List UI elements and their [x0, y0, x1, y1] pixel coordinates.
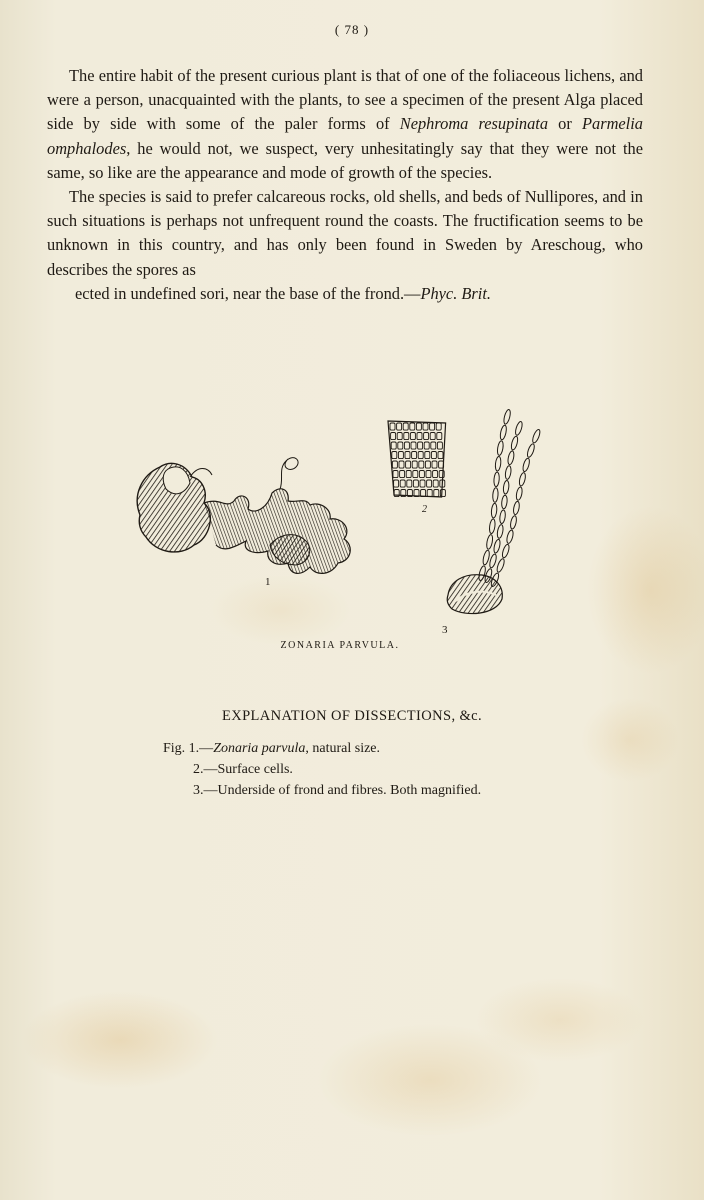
- fibre-cell: [509, 515, 517, 529]
- fibre-cell: [491, 503, 498, 518]
- explanation-item-1: [163, 738, 583, 759]
- surface-cell: [390, 423, 395, 430]
- surface-cell: [393, 471, 398, 478]
- surface-cell: [425, 461, 430, 468]
- fibre-cell: [507, 450, 515, 465]
- fibre-cell: [493, 472, 499, 487]
- explanation-segment: Surface cells.: [217, 762, 293, 777]
- surface-cell: [391, 442, 396, 449]
- surface-cell: [431, 452, 436, 459]
- surface-cell: [426, 471, 431, 478]
- fibre-cell: [482, 550, 491, 566]
- explanation-list: [163, 738, 583, 801]
- explanation-item-3: [163, 780, 583, 801]
- surface-cell: [438, 452, 443, 459]
- fibre-cell: [497, 440, 505, 455]
- explanation-segment: , natural size.: [305, 741, 381, 756]
- explanation-heading: EXPLANATION OF DISSECTIONS, &c.: [221, 708, 483, 724]
- figure-3-frond-fibres: [442, 409, 541, 636]
- fibre-cell: [489, 553, 498, 568]
- zonaria-illustration-svg: [130, 405, 560, 645]
- figure-ref: Fig. 1.—: [163, 741, 214, 756]
- surface-cell: [431, 442, 436, 449]
- surface-cell: [418, 452, 423, 459]
- fibre-cell: [515, 487, 523, 501]
- surface-cell: [403, 423, 408, 430]
- fibre-cell: [499, 425, 507, 441]
- fibre-cell: [501, 495, 508, 509]
- fibre-cell: [510, 436, 519, 451]
- text-segment: ected in undefined sori, near the base of the frond.—: [75, 283, 421, 303]
- fibre-cell: [493, 539, 501, 554]
- surface-cell: [391, 433, 396, 440]
- text-segment: , he would not, we suspect, very unhesitatingly say that they were not the same, so like are the appearance and mode of growth of the species.: [47, 138, 643, 182]
- fibre-cell: [503, 409, 512, 425]
- surface-cell: [405, 452, 410, 459]
- surface-cell: [437, 433, 442, 440]
- figure-2-label: 2: [422, 504, 427, 515]
- surface-cell: [421, 490, 426, 497]
- explanation-segment: Zonaria parvula: [213, 741, 306, 756]
- figure-3-label: 3: [442, 624, 448, 636]
- surface-cell: [419, 461, 424, 468]
- explanation-segment: Underside of frond and fibres. Both magnified.: [217, 783, 482, 798]
- fibre-cell: [496, 524, 504, 538]
- figure-ref: 3.—: [193, 783, 218, 798]
- surface-cell: [430, 433, 435, 440]
- text-segment: Phyc. Brit.: [420, 283, 492, 303]
- surface-cell: [404, 442, 409, 449]
- fibre-cell: [499, 510, 506, 524]
- fibre-cell: [486, 534, 494, 549]
- surface-cell: [400, 480, 405, 487]
- fibre-cell: [522, 458, 531, 473]
- surface-cell: [392, 452, 397, 459]
- paragraph-1: [47, 64, 643, 185]
- text-segment: Parmelia omphalodes: [47, 114, 643, 158]
- fibre-cell: [514, 421, 523, 436]
- explanation-item-2: [163, 759, 583, 780]
- text-segment: The species is said to prefer calcareous rocks, old shells, and beds of Nullipores, and in such situations is perhaps not unfrequent round the coasts. The fructification seems to be unknown in this country, and has only been found in Sweden by Areschoug, who describes the spores as: [47, 187, 643, 279]
- body-text: [47, 64, 643, 306]
- surface-cell: [427, 490, 432, 497]
- surface-cell: [418, 442, 423, 449]
- surface-cell: [407, 480, 412, 487]
- figure-2-surface-cells: [388, 421, 446, 497]
- surface-cell: [416, 423, 421, 430]
- surface-cell: [400, 471, 405, 478]
- paragraph-2-last-line: [47, 282, 643, 306]
- text-segment: Nephroma resupinata: [399, 114, 549, 134]
- surface-cell: [397, 423, 402, 430]
- surface-cell: [392, 461, 397, 468]
- surface-cell: [398, 442, 403, 449]
- surface-cell: [394, 480, 399, 487]
- fibre-cell: [518, 472, 526, 486]
- surface-cell: [412, 452, 417, 459]
- surface-cell: [427, 480, 432, 487]
- surface-cell: [412, 461, 417, 468]
- surface-cell: [423, 423, 428, 430]
- surface-cell: [399, 461, 404, 468]
- surface-cell: [406, 471, 411, 478]
- surface-cell: [425, 452, 430, 459]
- fibre-cell: [492, 488, 498, 503]
- figure-1-frond: [137, 458, 350, 588]
- fibre-cell: [506, 529, 515, 544]
- fibre-cell: [503, 480, 510, 494]
- surface-cell: [437, 442, 442, 449]
- fibre-cell: [501, 544, 510, 559]
- text-segment: or: [548, 114, 582, 134]
- surface-cell: [410, 433, 415, 440]
- figure-1-label: 1: [265, 576, 271, 588]
- figure-caption: ZONARIA PARVULA.: [280, 640, 400, 651]
- surface-cell: [424, 433, 429, 440]
- surface-cell: [433, 480, 438, 487]
- surface-cell: [433, 471, 438, 478]
- fibre-cell: [489, 519, 496, 534]
- surface-cell: [434, 490, 439, 497]
- surface-cell: [406, 461, 411, 468]
- figure-ref: 2.—: [193, 762, 218, 777]
- page-number: ( 78 ): [334, 22, 370, 37]
- surface-cell: [419, 471, 424, 478]
- surface-cell: [411, 442, 416, 449]
- surface-cell: [417, 433, 422, 440]
- fibre-cell: [505, 465, 512, 479]
- fibre-cell: [496, 558, 506, 573]
- surface-cell: [413, 480, 418, 487]
- surface-cell: [410, 423, 415, 430]
- fibre-cell: [526, 443, 536, 458]
- fibre-cell: [495, 456, 502, 471]
- surface-cell: [424, 442, 429, 449]
- fibre-cell: [513, 501, 521, 515]
- surface-cell: [430, 423, 435, 430]
- paragraph-2: [47, 185, 643, 282]
- text-segment: The entire habit of the present curious plant is that of one of the foliaceous lichens, and were a person, unacquainted with the plants, to see a specimen of the present Alga placed side by side with some of the paler forms of: [47, 66, 643, 134]
- surface-cell: [413, 471, 418, 478]
- surface-cell: [398, 452, 403, 459]
- surface-cell: [432, 461, 437, 468]
- surface-cell: [397, 433, 402, 440]
- fibre-cell: [531, 429, 541, 444]
- surface-cell: [420, 480, 425, 487]
- surface-cell: [404, 433, 409, 440]
- surface-cell: [436, 423, 441, 430]
- botanical-illustration: [130, 405, 560, 645]
